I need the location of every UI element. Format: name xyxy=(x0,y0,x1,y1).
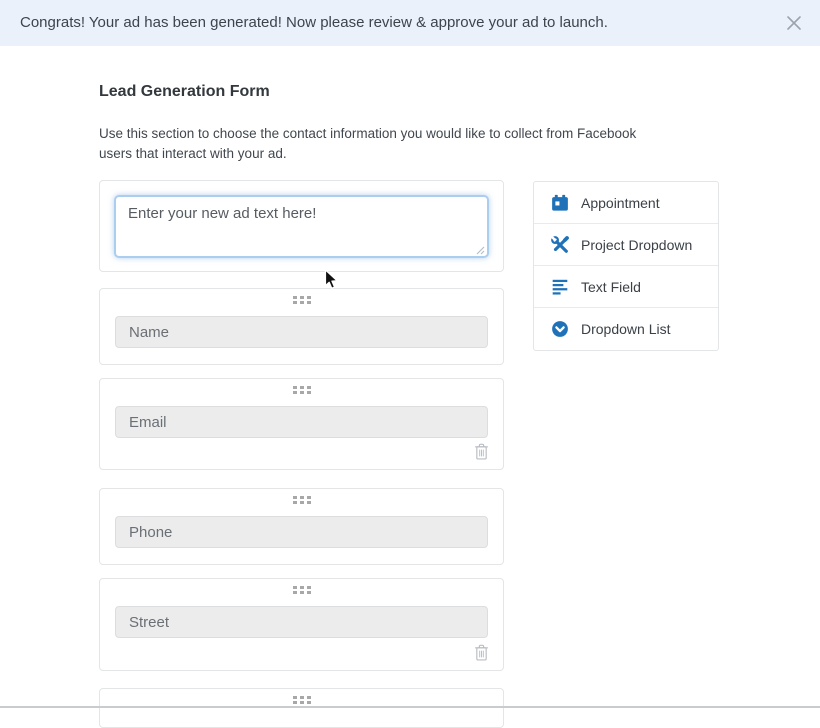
banner-close-button[interactable] xyxy=(783,12,805,34)
drag-handle-icon[interactable] xyxy=(293,496,311,504)
palette-item-appointment[interactable] xyxy=(534,182,718,224)
field-card-name xyxy=(99,288,504,365)
field-input-name[interactable] xyxy=(115,316,488,348)
trash-icon xyxy=(474,443,489,460)
drag-handle-icon[interactable] xyxy=(293,586,311,594)
delete-field-button[interactable] xyxy=(473,443,489,461)
circle-chevron-down-icon xyxy=(551,320,569,338)
calendar-icon xyxy=(551,194,569,212)
banner-message: Congrats! Your ad has been generated! Now please review & approve your ad to launch. xyxy=(20,14,608,31)
ad-text-input[interactable] xyxy=(114,195,489,258)
drag-handle-icon[interactable] xyxy=(293,696,311,704)
field-card-phone xyxy=(99,488,504,565)
page-title: Lead Generation Form xyxy=(99,83,270,100)
page-description-line1: Use this section to choose the contact information you would like to collect from Facebook xyxy=(99,126,637,141)
trash-icon xyxy=(474,644,489,661)
palette-item-project-dropdown[interactable] xyxy=(534,224,718,266)
palette-item-label: Dropdown List xyxy=(581,321,671,337)
tools-icon xyxy=(551,236,569,254)
field-type-palette xyxy=(533,181,719,351)
field-card-email xyxy=(99,378,504,470)
field-input-email[interactable] xyxy=(115,406,488,438)
delete-field-button[interactable] xyxy=(473,644,489,662)
drag-handle-icon[interactable] xyxy=(293,296,311,304)
page-description-line2: users that interact with your ad. xyxy=(99,146,287,161)
palette-item-text-field[interactable] xyxy=(534,266,718,308)
align-left-icon xyxy=(551,278,569,296)
field-input-phone[interactable] xyxy=(115,516,488,548)
palette-item-label: Text Field xyxy=(581,278,641,295)
palette-item-label: Appointment xyxy=(581,194,660,211)
ad-text-card xyxy=(99,180,504,272)
page-description xyxy=(99,124,636,164)
resize-grip-icon[interactable] xyxy=(476,246,485,255)
field-card-street xyxy=(99,578,504,671)
drag-handle-icon[interactable] xyxy=(293,386,311,394)
field-card-partial xyxy=(99,688,504,728)
palette-item-label: Project Dropdown xyxy=(581,236,693,253)
close-icon xyxy=(783,12,805,34)
field-input-street[interactable] xyxy=(115,606,488,638)
notification-banner xyxy=(0,0,820,46)
palette-item-dropdown-list[interactable] xyxy=(534,308,718,350)
